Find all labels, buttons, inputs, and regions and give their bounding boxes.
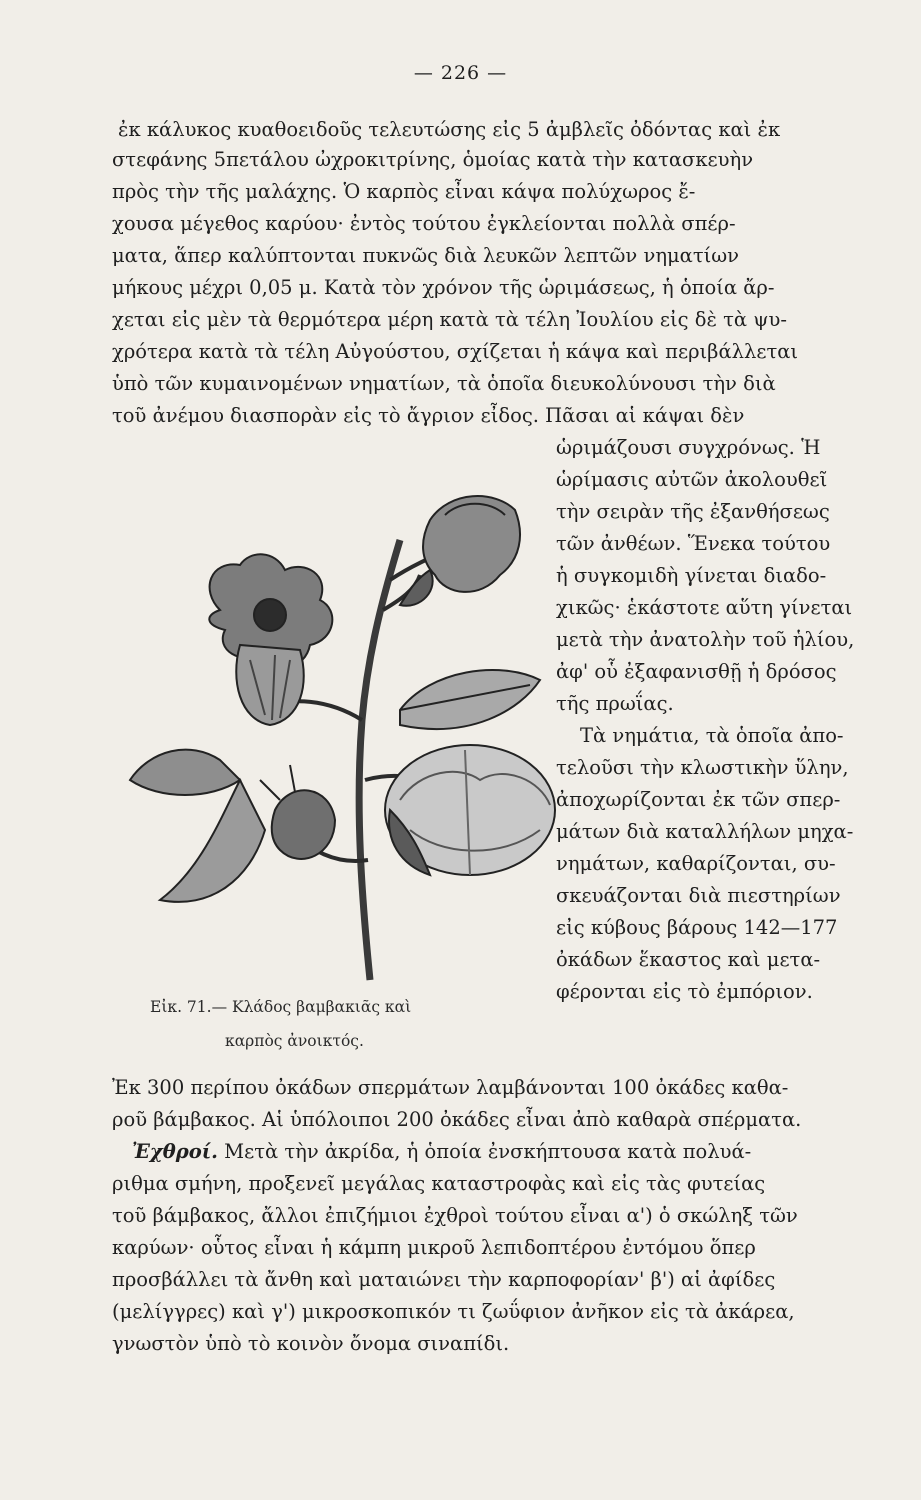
body-line: μήκους μέχρι 0,05 μ. Κατὰ τὸν χρόνον τῆς ὡριμάσεως, ἡ ὁποία ἄρ- — [112, 276, 775, 299]
body-line: χεται εἰς μὲν τὰ θερμότερα μέρη κατὰ τὰ τέλη Ἰουλίου εἰς δὲ τὰ ψυ- — [112, 308, 787, 331]
body-line: ροῦ βάμβακος. Αἱ ὑπόλοιποι 200 ὀκάδες εἶναι ἀπὸ καθαρὰ σπέρματα. — [112, 1108, 802, 1131]
body-line: γνωστὸν ὑπὸ τὸ κοινὸν ὄνομα σιναπίδι. — [112, 1332, 510, 1355]
side-line: σκευάζονται διὰ πιεστηρίων — [556, 884, 841, 907]
body-line: (μελίγγρες) καὶ γ') μικροσκοπικόν τι ζωΰφιον ἀνῆκον εἰς τὰ ἀκάρεα, — [112, 1300, 795, 1323]
body-line: προσβάλλει τὰ ἄνθη καὶ ματαιώνει τὴν καρποφορίαν' β') αἱ ἀφίδες — [112, 1268, 776, 1291]
side-line: τῶν ἀνθέων. Ἕνεκα τούτου — [556, 532, 831, 555]
body-line: τοῦ βάμβακος, ἄλλοι ἐπιζήμιοι ἐχθροὶ τούτου εἶναι α') ὁ σκώληξ τῶν — [112, 1204, 798, 1227]
side-line: μάτων διὰ καταλλήλων μηχα- — [556, 820, 854, 843]
body-line: καρύων· οὗτος εἶναι ἡ κάμπη μικροῦ λεπιδοπτέρου ἐντόμου ὅπερ — [112, 1236, 756, 1259]
side-line: ἡ συγκομιδὴ γίνεται διαδο- — [556, 564, 827, 587]
leaf — [160, 780, 265, 902]
body-line-text: Μετὰ τὴν ἀκρίδα, ἡ ὁποία ἐνσκήπτουσα κατὰ πολυά- — [224, 1140, 752, 1163]
leaf — [400, 670, 540, 729]
figure-caption: Εἰκ. 71.— Κλάδος βαμβακιᾶς καὶ — [150, 998, 412, 1016]
body-line: ματα, ἅπερ καλύπτονται πυκνῶς διὰ λευκῶν λεπτῶν νηματίων — [112, 244, 740, 267]
body-line: στεφάνης 5πετάλου ὠχροκιτρίνης, ὁμοίας κατὰ τὴν κατασκευὴν — [112, 148, 754, 171]
side-line: χικῶς· ἑκάστοτε αὕτη γίνεται — [556, 596, 853, 619]
side-line: τῆς πρωΐας. — [556, 692, 674, 715]
left-flower — [209, 554, 332, 725]
side-line: ἀποχωρίζονται ἐκ τῶν σπερ- — [556, 788, 841, 811]
side-line: νημάτων, καθαρίζονται, συ- — [556, 852, 836, 875]
right-flower — [400, 496, 520, 606]
side-line: εἰς κύβους βάρους 142—177 — [556, 916, 838, 939]
cotton-branch-illustration — [100, 480, 560, 1005]
body-line: ριθμα σμήνη, προξενεῖ μεγάλας καταστροφὰς καὶ εἰς τὰς φυτείας — [112, 1172, 766, 1195]
side-line: ὀκάδων ἕκαστος καὶ μετα- — [556, 948, 821, 971]
section-heading: Ἐχθροί. — [132, 1140, 218, 1163]
side-line: μετὰ τὴν ἀνατολὴν τοῦ ἡλίου, — [556, 628, 855, 651]
side-line: ἀφ' οὗ ἐξαφανισθῇ ἡ δρόσος — [556, 660, 837, 683]
body-line: χουσα μέγεθος καρύου· ἐντὸς τούτου ἐγκλείονται πολλὰ σπέρ- — [112, 212, 736, 235]
body-line: χρότερα κατὰ τὰ τέλη Αὐγούστου, σχίζεται ἡ κάψα καὶ περιβάλλεται — [112, 340, 799, 363]
open-cotton-boll — [385, 745, 555, 875]
side-line: τὴν σειρὰν τῆς ἐξανθήσεως — [556, 500, 830, 523]
body-line: ἐκ κάλυκος κυαθοειδοῦς τελευτώσης εἰς 5 ἀμβλεῖς ὀδόντας καὶ ἐκ — [118, 118, 781, 141]
body-line — [132, 1140, 751, 1164]
leaf — [130, 750, 240, 795]
body-line: τοῦ ἀνέμου διασπορὰν εἰς τὸ ἄγριον εἶδος. Πᾶσαι αἱ κάψαι δὲν — [112, 404, 745, 427]
body-line: πρὸς τὴν τῆς μαλάχης. Ὁ καρπὸς εἶναι κάψα πολύχωρος ἔ- — [112, 180, 696, 203]
side-line: ὡριμάζουσι συγχρόνως. Ἡ — [556, 436, 821, 459]
side-line: ὡρίμασις αὐτῶν ἀκολουθεῖ — [556, 468, 828, 491]
body-line: Ἐκ 300 περίπου ὀκάδων σπερμάτων λαμβάνονται 100 ὀκάδες καθα- — [112, 1076, 789, 1099]
figure-caption: καρπὸς ἀνοικτός. — [225, 1032, 364, 1050]
side-line: φέρονται εἰς τὸ ἐμπόριον. — [556, 980, 813, 1003]
page-number: — 226 — — [413, 62, 508, 84]
side-line: Τὰ νημάτια, τὰ ὁποῖα ἀπο- — [580, 724, 844, 747]
bud — [260, 765, 335, 859]
body-line: ὑπὸ τῶν κυμαινομένων νηματίων, τὰ ὁποῖα διευκολύνουσι τὴν διὰ — [112, 372, 776, 395]
side-line: τελοῦσι τὴν κλωστικὴν ὕλην, — [556, 756, 849, 779]
